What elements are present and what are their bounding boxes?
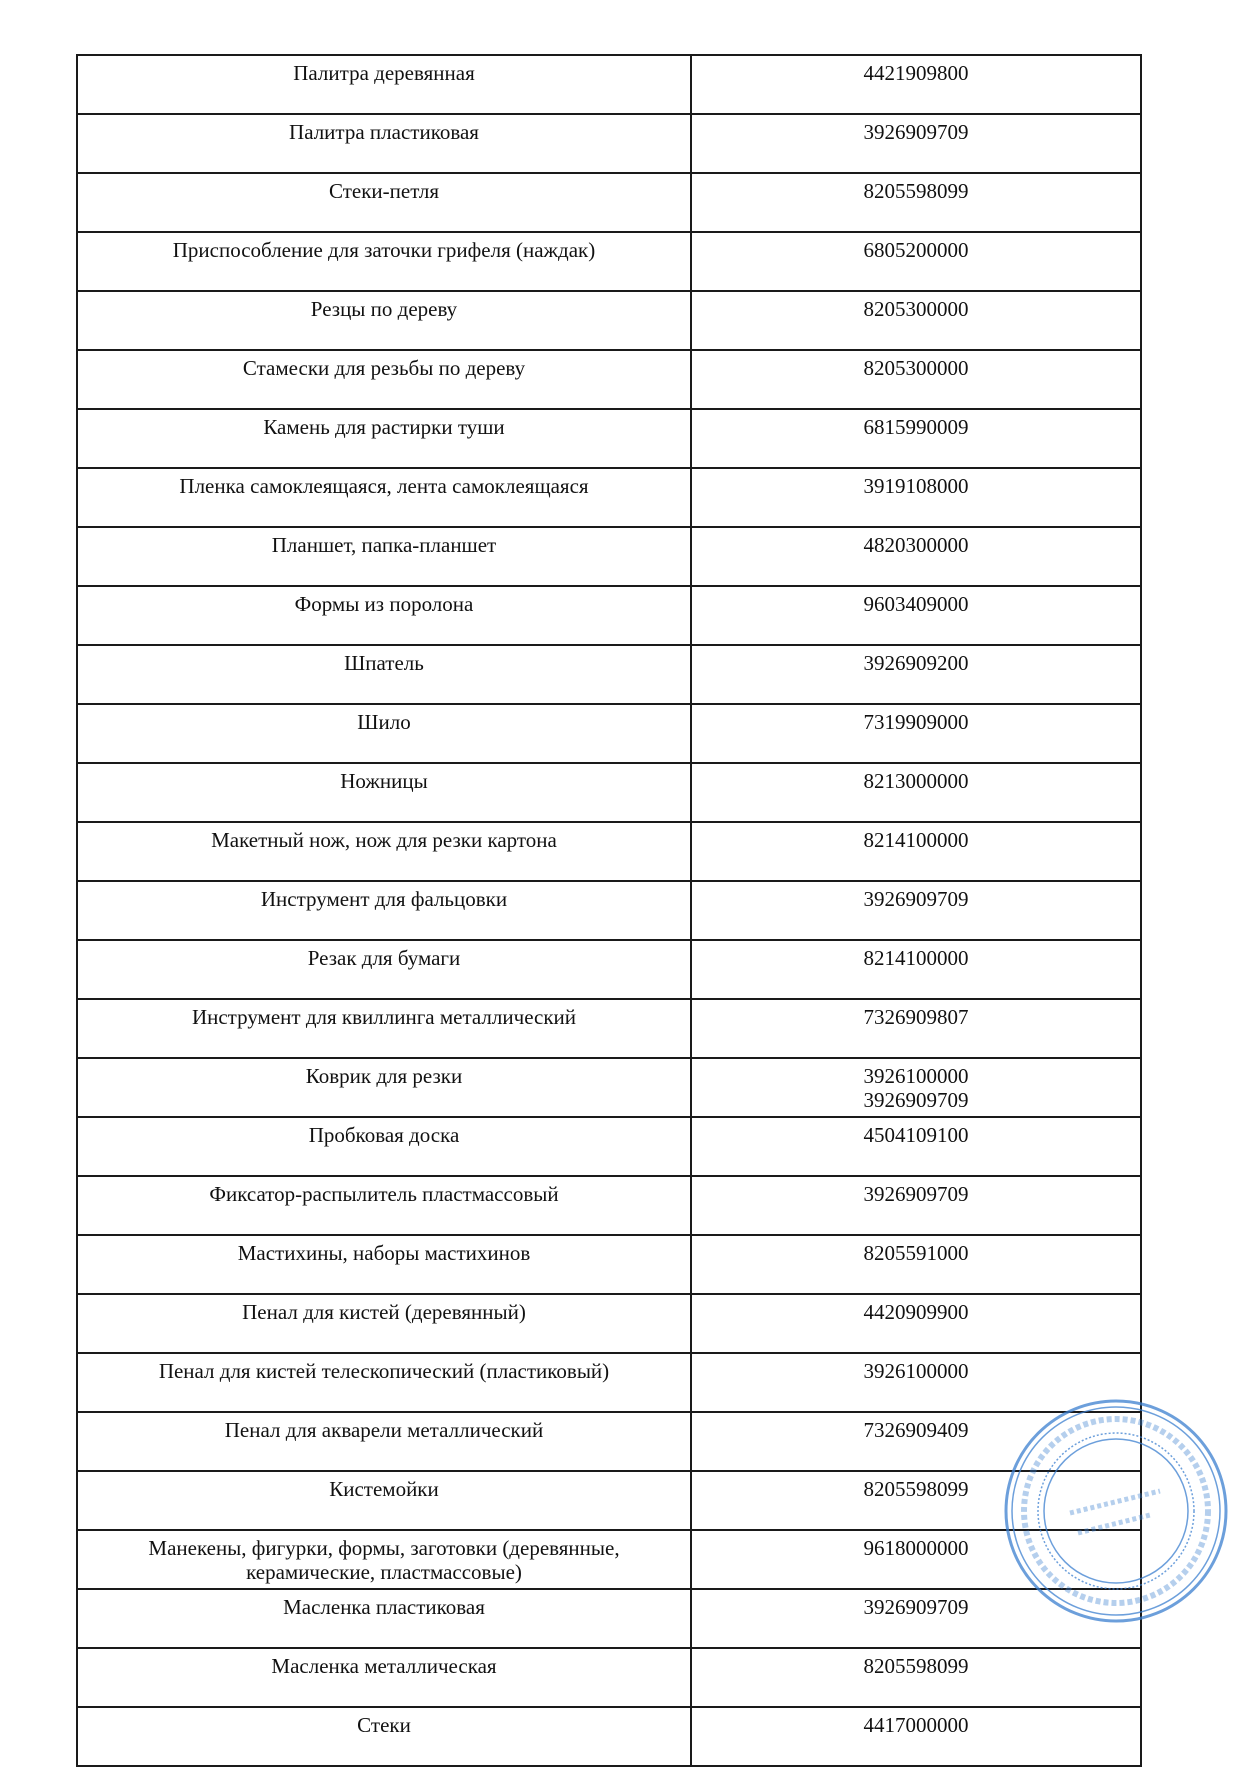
- table-row: [77, 1530, 1141, 1589]
- hs-code-cell: 3919108000: [691, 468, 1141, 527]
- hs-code-cell: 8214100000: [691, 940, 1141, 999]
- hs-code-cell: 3926100000: [691, 1353, 1141, 1412]
- table-row: [77, 232, 1141, 291]
- hs-code-cell: 6815990009: [691, 409, 1141, 468]
- hs-code-cell: 9618000000: [691, 1530, 1141, 1589]
- table-row: [77, 1353, 1141, 1412]
- table-row: [77, 1117, 1141, 1176]
- table-row: [77, 468, 1141, 527]
- product-name-cell: Коврик для резки: [77, 1058, 691, 1117]
- hs-code-cell: 8205598099: [691, 173, 1141, 232]
- hs-code-table: [76, 54, 1142, 1767]
- table-row: [77, 763, 1141, 822]
- hs-code-cell: 8214100000: [691, 822, 1141, 881]
- hs-code-cell: 3926909200: [691, 645, 1141, 704]
- product-name-cell: Инструмент для квиллинга металлический: [77, 999, 691, 1058]
- hs-code-cell: 4421909800: [691, 55, 1141, 114]
- hs-code-cell: 3926909709: [691, 881, 1141, 940]
- product-name-cell: Палитра деревянная: [77, 55, 691, 114]
- table-row: [77, 1412, 1141, 1471]
- hs-code-cell: 8205300000: [691, 291, 1141, 350]
- product-name-cell: Планшет, папка-планшет: [77, 527, 691, 586]
- table-row: [77, 350, 1141, 409]
- table-row: [77, 1707, 1141, 1766]
- table-row: [77, 114, 1141, 173]
- table-row: [77, 173, 1141, 232]
- table-row: [77, 1589, 1141, 1648]
- hs-code-cell: 3926909709: [691, 1589, 1141, 1648]
- table-row: [77, 1294, 1141, 1353]
- table-row: [77, 55, 1141, 114]
- hs-code-cell: 8205591000: [691, 1235, 1141, 1294]
- hs-code-cell: 7326909807: [691, 999, 1141, 1058]
- hs-code-cell: 8205598099: [691, 1648, 1141, 1707]
- product-name-cell: Формы из поролона: [77, 586, 691, 645]
- table-row: [77, 940, 1141, 999]
- product-name-cell: Пенал для акварели металлический: [77, 1412, 691, 1471]
- table-row: [77, 822, 1141, 881]
- hs-code-cell: 8205300000: [691, 350, 1141, 409]
- table-row: [77, 409, 1141, 468]
- product-name-cell: Палитра пластиковая: [77, 114, 691, 173]
- product-name-cell: Фиксатор-распылитель пластмассовый: [77, 1176, 691, 1235]
- hs-code-cell: 6805200000: [691, 232, 1141, 291]
- table-row: [77, 1176, 1141, 1235]
- hs-code-cell: 7326909409: [691, 1412, 1141, 1471]
- product-name-cell: Стамески для резьбы по дереву: [77, 350, 691, 409]
- hs-code-cell: 4504109100: [691, 1117, 1141, 1176]
- table-row: [77, 999, 1141, 1058]
- product-name-cell: Пробковая доска: [77, 1117, 691, 1176]
- product-name-cell: Инструмент для фальцовки: [77, 881, 691, 940]
- product-name-cell: Резцы по дереву: [77, 291, 691, 350]
- product-name-cell: Макетный нож, нож для резки картона: [77, 822, 691, 881]
- product-name-cell: Камень для растирки туши: [77, 409, 691, 468]
- product-name-cell: Пленка самоклеящаяся, лента самоклеящаяся: [77, 468, 691, 527]
- hs-code-cell: 3926100000 3926909709: [691, 1058, 1141, 1117]
- product-name-cell: Стеки-петля: [77, 173, 691, 232]
- table-row: [77, 527, 1141, 586]
- table-row: [77, 704, 1141, 763]
- hs-code-cell: 4417000000: [691, 1707, 1141, 1766]
- product-name-cell: Мастихины, наборы мастихинов: [77, 1235, 691, 1294]
- product-name-cell: Пенал для кистей телескопический (пластиковый): [77, 1353, 691, 1412]
- table-row: [77, 1235, 1141, 1294]
- hs-code-cell: 7319909000: [691, 704, 1141, 763]
- table-row: [77, 645, 1141, 704]
- table-row: [77, 1471, 1141, 1530]
- table-row: [77, 291, 1141, 350]
- hs-code-cell: 8213000000: [691, 763, 1141, 822]
- product-name-cell: Пенал для кистей (деревянный): [77, 1294, 691, 1353]
- product-name-cell: Шило: [77, 704, 691, 763]
- table-row: [77, 586, 1141, 645]
- product-name-cell: Масленка пластиковая: [77, 1589, 691, 1648]
- hs-code-cell: 3926909709: [691, 114, 1141, 173]
- product-name-cell: Резак для бумаги: [77, 940, 691, 999]
- table-row: [77, 881, 1141, 940]
- hs-code-cell: 8205598099: [691, 1471, 1141, 1530]
- product-name-cell: Шпатель: [77, 645, 691, 704]
- product-name-cell: Ножницы: [77, 763, 691, 822]
- product-name-cell: Приспособление для заточки грифеля (наждак): [77, 232, 691, 291]
- hs-code-cell: 4420909900: [691, 1294, 1141, 1353]
- hs-code-cell: 4820300000: [691, 527, 1141, 586]
- product-name-cell: Манекены, фигурки, формы, заготовки (деревянные, керамические, пластмассовые): [77, 1530, 691, 1589]
- product-name-cell: Стеки: [77, 1707, 691, 1766]
- product-name-cell: Масленка металлическая: [77, 1648, 691, 1707]
- table-row: [77, 1648, 1141, 1707]
- hs-code-cell: 3926909709: [691, 1176, 1141, 1235]
- product-name-cell: Кистемойки: [77, 1471, 691, 1530]
- hs-code-cell: 9603409000: [691, 586, 1141, 645]
- table-row: [77, 1058, 1141, 1117]
